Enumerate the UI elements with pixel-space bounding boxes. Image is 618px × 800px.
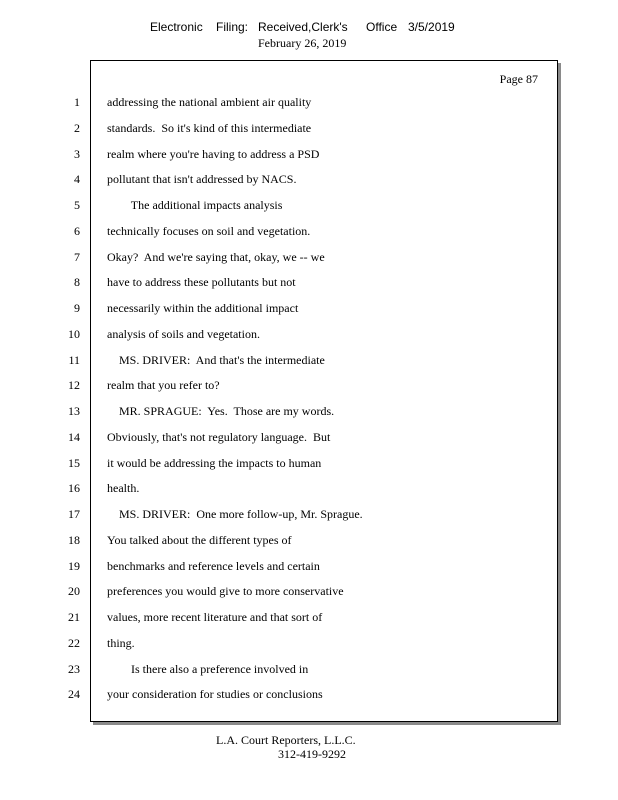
transcript-line-text: technically focuses on soil and vegetation. bbox=[107, 224, 311, 238]
transcript-line-text: standards. So it's kind of this intermediate bbox=[107, 121, 312, 135]
transcript-line-text: thing. bbox=[107, 636, 135, 650]
line-number: 24 bbox=[68, 687, 80, 701]
transcript-line-text: realm where you're having to address a PSD bbox=[107, 147, 320, 161]
line-number: 20 bbox=[68, 584, 80, 598]
transcript-line-text: You talked about the different types of bbox=[107, 533, 292, 547]
line-number: 1 bbox=[74, 95, 80, 109]
line-number: 19 bbox=[68, 559, 80, 573]
transcript-line-text: Okay? And we're saying that, okay, we -- we bbox=[107, 250, 325, 264]
line-number: 6 bbox=[74, 224, 80, 238]
line-number: 17 bbox=[68, 507, 80, 521]
transcript-line-text: analysis of soils and vegetation. bbox=[107, 327, 260, 341]
transcript-line-text: benchmarks and reference levels and certain bbox=[107, 559, 320, 573]
line-number: 5 bbox=[74, 198, 80, 212]
transcript-date: February 26, 2019 bbox=[258, 36, 347, 50]
transcript-line-text: health. bbox=[107, 481, 140, 495]
transcript-line-text: MS. DRIVER: One more follow-up, Mr. Sprague. bbox=[107, 507, 363, 521]
line-number: 16 bbox=[68, 481, 80, 495]
line-number: 15 bbox=[68, 456, 80, 470]
line-number: 18 bbox=[68, 533, 80, 547]
court-reporter-phone: 312-419-9292 bbox=[278, 747, 346, 761]
line-number: 3 bbox=[74, 147, 80, 161]
transcript-line-text: have to address these pollutants but not bbox=[107, 275, 296, 289]
court-reporter-name: L.A. Court Reporters, L.L.C. bbox=[216, 733, 356, 747]
transcript-line-text: addressing the national ambient air quality bbox=[107, 95, 312, 109]
filing-stamp-word: Received,Clerk's bbox=[258, 20, 348, 34]
transcript-line-text: MR. SPRAGUE: Yes. Those are my words. bbox=[107, 404, 335, 418]
transcript-line-text: MS. DRIVER: And that's the intermediate bbox=[107, 353, 325, 367]
line-number: 4 bbox=[74, 172, 80, 186]
line-number: 8 bbox=[74, 275, 80, 289]
filing-stamp-word: Electronic bbox=[150, 20, 203, 34]
transcript-line-text: Obviously, that's not regulatory language. But bbox=[107, 430, 331, 444]
transcript-line-text: it would be addressing the impacts to human bbox=[107, 456, 322, 470]
filing-stamp-date: 3/5/2019 bbox=[408, 20, 455, 34]
line-number: 23 bbox=[68, 662, 80, 676]
transcript-line-text: preferences you would give to more conservative bbox=[107, 584, 344, 598]
transcript-line-text: pollutant that isn't addressed by NACS. bbox=[107, 172, 297, 186]
transcript-line-text: realm that you refer to? bbox=[107, 378, 220, 392]
line-number: 10 bbox=[68, 327, 80, 341]
filing-stamp-word: Office bbox=[366, 20, 398, 34]
transcript-line-text: necessarily within the additional impact bbox=[107, 301, 299, 315]
transcript-line-text: Is there also a preference involved in bbox=[107, 662, 309, 676]
line-number: 21 bbox=[68, 610, 80, 624]
line-number: 12 bbox=[68, 378, 80, 392]
line-number: 9 bbox=[74, 301, 80, 315]
transcript-line-text: The additional impacts analysis bbox=[107, 198, 283, 212]
line-number: 11 bbox=[68, 353, 80, 367]
filing-stamp-word: Filing: bbox=[216, 20, 249, 34]
line-number: 7 bbox=[74, 250, 80, 264]
page-number: Page 87 bbox=[499, 72, 538, 86]
transcript-line-text: your consideration for studies or conclusions bbox=[107, 687, 323, 701]
line-number: 14 bbox=[68, 430, 80, 444]
line-number: 2 bbox=[74, 121, 80, 135]
line-number: 22 bbox=[68, 636, 80, 650]
transcript-line-text: values, more recent literature and that sort of bbox=[107, 610, 323, 624]
line-number: 13 bbox=[68, 404, 80, 418]
